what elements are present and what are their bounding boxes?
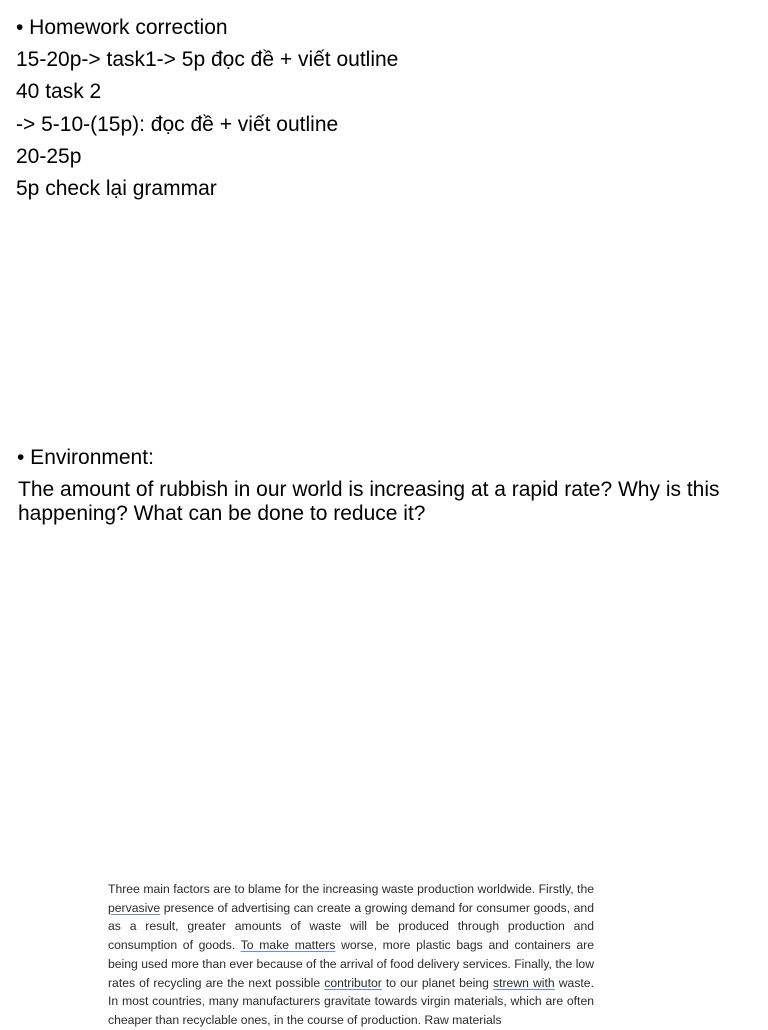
schedule-line-grammar: 5p check lại grammar bbox=[16, 177, 217, 200]
excerpt-text-3: worse, more plastic bags and containers are being used more than ever because of the arrival of food delivery services. Finally, the low rates of recycling are the next possible bbox=[108, 938, 595, 990]
essay-question: The amount of rubbish in our world is increasing at a rapid rate? Why is this happening? What can be done to reduce it? bbox=[18, 478, 720, 525]
excerpt-text-1: Three main factors are to blame for the increasing waste production worldwide. Firstly, the bbox=[108, 882, 594, 896]
excerpt-underlined-2: To make matters bbox=[240, 938, 336, 953]
environment-heading: • Environment: bbox=[17, 446, 154, 469]
excerpt-underlined-1: pervasive bbox=[108, 900, 161, 915]
schedule-line-task1: 15-20p-> task1-> 5p đọc đề + viết outline bbox=[16, 48, 399, 71]
homework-heading: • Homework correction bbox=[16, 16, 228, 39]
excerpt-text-5: waste. In most countries, many manufacturers gravitate towards virgin materials, which are often cheaper than recyclable ones, in the course of production. Raw materials bbox=[108, 975, 594, 1027]
excerpt-text-4: to our planet being bbox=[381, 975, 494, 990]
schedule-line-writing: 20-25p bbox=[16, 145, 82, 168]
excerpt-underlined-3: contributor bbox=[324, 975, 382, 990]
essay-excerpt bbox=[108, 880, 594, 1030]
schedule-line-task2: 40 task 2 bbox=[16, 80, 102, 103]
excerpt-underlined-4: strewn with bbox=[493, 975, 555, 990]
excerpt-text-2: presence of advertising can create a growing demand for consumer goods, and as a result, greater amounts of waste will be produced through production and consumption of goods. bbox=[108, 900, 594, 953]
schedule-line-outline: -> 5-10-(15p): đọc đề + viết outline bbox=[16, 113, 339, 136]
